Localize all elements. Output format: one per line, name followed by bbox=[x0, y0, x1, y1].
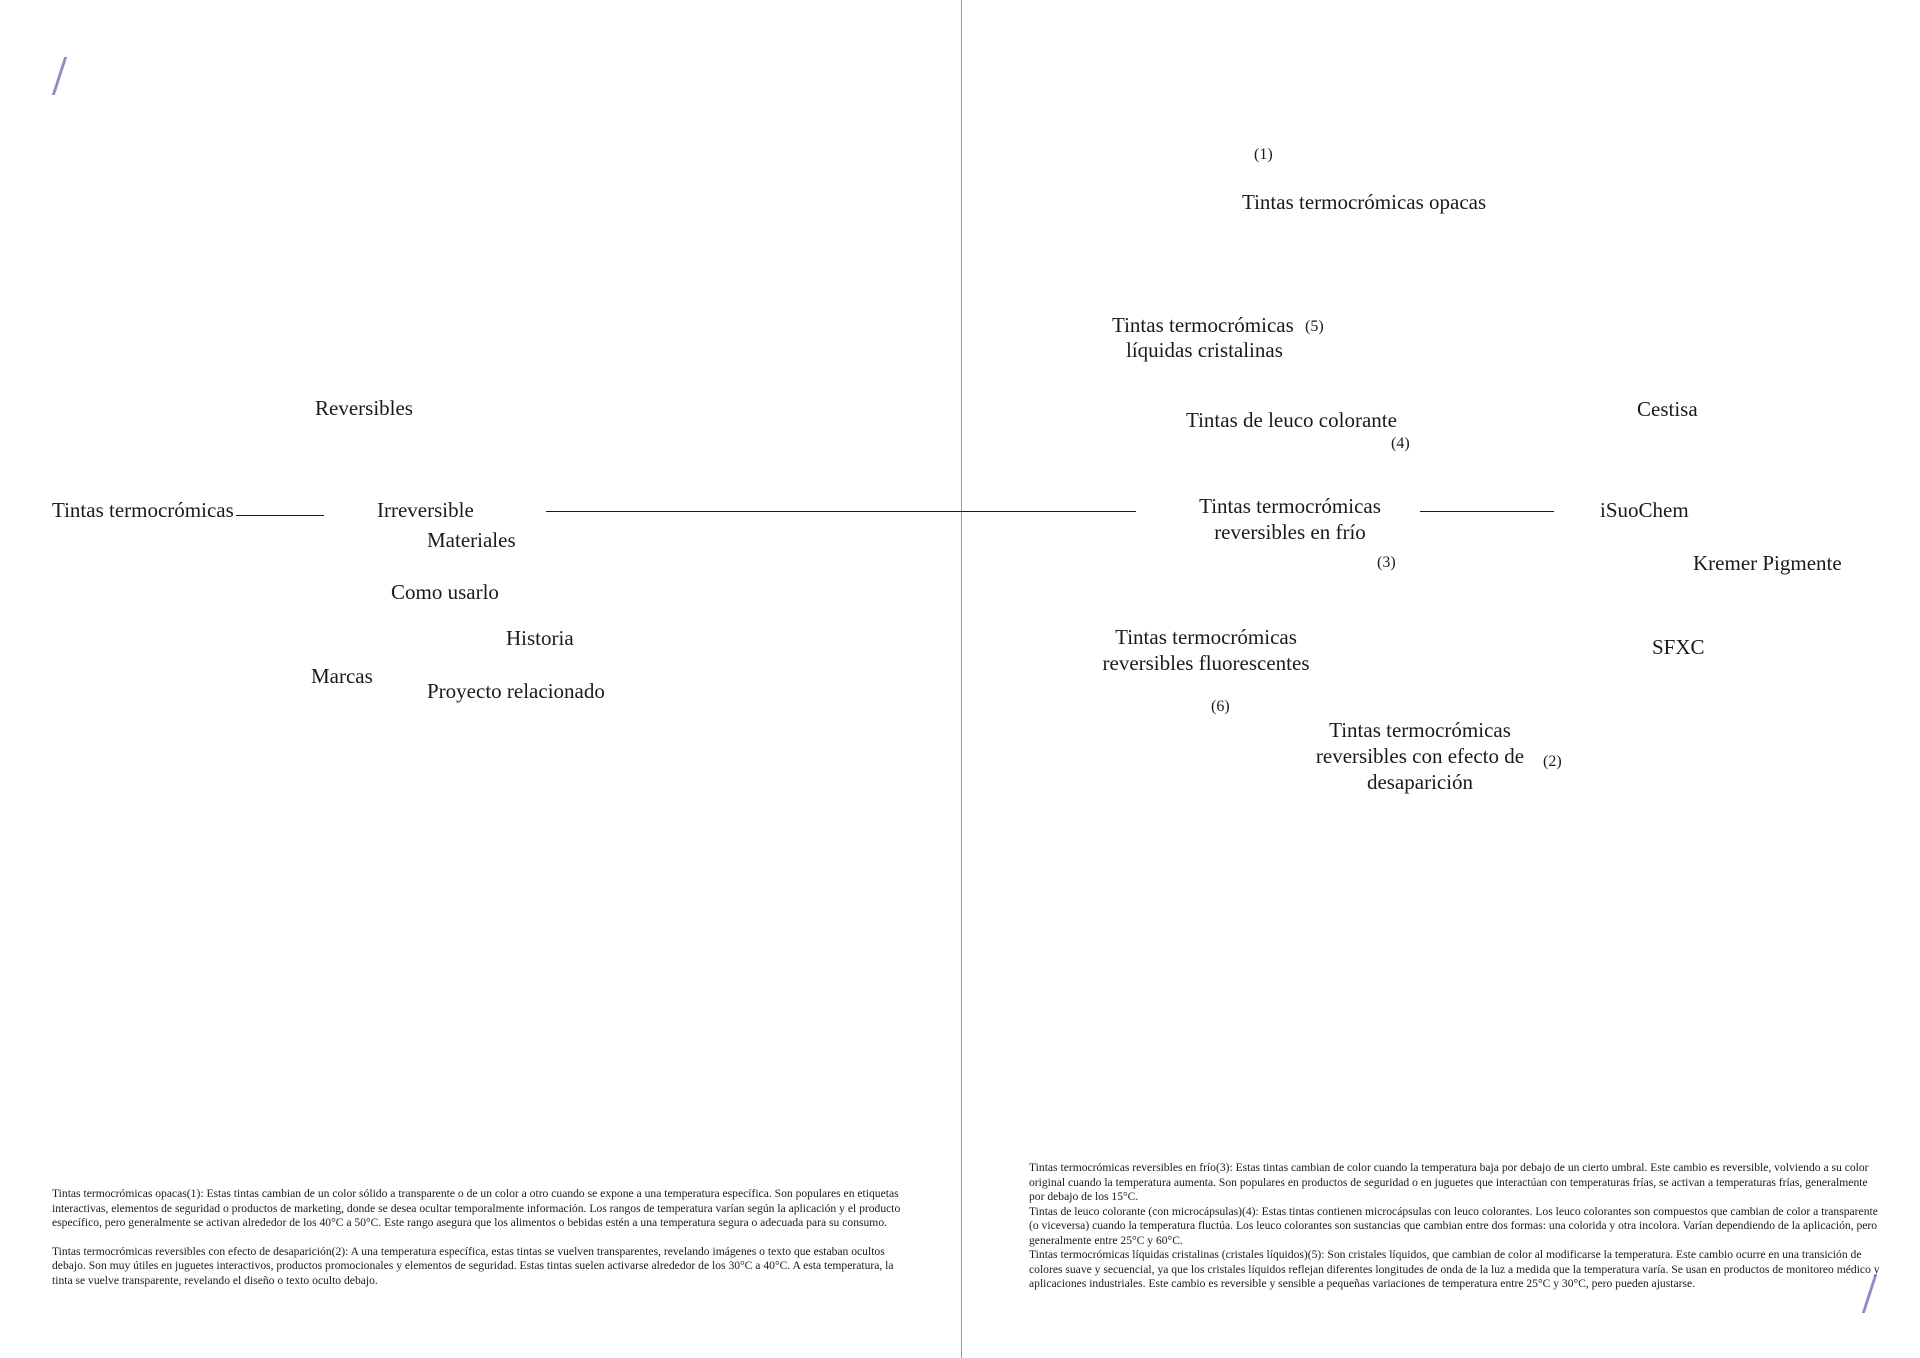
footnotes-right bbox=[1029, 1161, 1881, 1292]
node-materiales: Materiales bbox=[427, 528, 516, 552]
footnote-2: Tintas termocrómicas reversibles con efecto de desaparición(2): A una temperatura específica, estas tintas se vuelven transparentes, revelando imágenes o texto que estaban ocultos debajo. Son muy útiles en juguetes interactivos, productos promocionales y elementos de seguridad. Estas tintas suelen activarse alrededor de los 30°C a 40°C. A esta temperatura, la tinta se vuelve transparente, revelando el diseño o texto oculto debajo. bbox=[52, 1244, 894, 1287]
node-proyecto-relacionado: Proyecto relacionado bbox=[427, 679, 605, 703]
connector-brands bbox=[1420, 511, 1554, 512]
type-frio-line1: Tintas termocrómicas bbox=[1199, 494, 1381, 518]
type-desaparicion bbox=[1304, 717, 1536, 795]
type-liquidas-line2: líquidas cristalinas bbox=[1126, 338, 1283, 362]
footnote-4: Tintas de leuco colorante (con microcápsulas)(4): Estas tintas contienen microcápsulas con leuco colorantes. Los leuco colorantes son compuestos que cambian de color a transparente (o viceversa) cuando la temperatura fluctúa. Los leuco colorantes son sustancias que cambian entre dos formas: una colorida y otra incolora. Varían dependiendo de la aplicación, pero generalmente entre 25°C y 60°C. bbox=[1029, 1204, 1878, 1247]
brand-sfxc: SFXC bbox=[1652, 635, 1705, 659]
node-marcas: Marcas bbox=[311, 664, 373, 688]
type-desaparicion-line2: reversibles con efecto de bbox=[1315, 744, 1525, 768]
ref-number-3: (3) bbox=[1377, 554, 1396, 571]
type-desaparicion-line1: Tintas termocrómicas bbox=[1329, 718, 1511, 742]
type-desaparicion-line3: desaparición bbox=[1366, 770, 1474, 794]
type-fluorescentes-line1: Tintas termocrómicas bbox=[1115, 625, 1297, 649]
type-frio-line2: reversibles en frío bbox=[1214, 520, 1366, 544]
brand-isuochem: iSuoChem bbox=[1600, 498, 1689, 522]
type-leuco: Tintas de leuco colorante bbox=[1186, 408, 1397, 432]
footnote-3: Tintas termocrómicas reversibles en frío(3): Estas tintas cambian de color cuando la temperatura baja por debajo de un cierto umbral. Este cambio es reversible, volviendo a su color original cuando la temperatura aumenta. Son populares en productos de seguridad o en juguetes que interactúan con temperaturas frías, se activan a temperaturas frías, generalmente por debajo de los 15°C. bbox=[1029, 1161, 1869, 1203]
node-historia: Historia bbox=[506, 626, 574, 650]
footnote-5: Tintas termocrómicas líquidas cristalinas (cristales líquidos)(5): Son cristales líquidos, que cambian de color al modificarse la temperatura. Este cambio ocurre en una transición de colores suave y secuencial, ya que los cristales líquidos reflejan diferentes longitudes de onda de la luz a medida que la temperatura varía. Se usan en productos de monitoreo médico y aplicaciones industriales. Este cambio es reversible y sensible a pequeñas variaciones de temperatura entre 25°C y 30°C, pero pueden ajustarse. bbox=[1029, 1248, 1880, 1290]
type-liquidas-line1: Tintas termocrómicas bbox=[1112, 313, 1294, 337]
node-irreversible: Irreversible bbox=[377, 498, 474, 522]
slash-mark-top-left bbox=[52, 57, 67, 95]
type-fluorescentes-line2: reversibles fluorescentes bbox=[1102, 651, 1310, 675]
type-opacas: Tintas termocrómicas opacas bbox=[1242, 190, 1487, 214]
brand-cestisa: Cestisa bbox=[1637, 397, 1698, 421]
ref-number-5: (5) bbox=[1305, 318, 1324, 335]
ref-number-1: (1) bbox=[1254, 146, 1273, 163]
footnote-1: Tintas termocrómicas opacas(1): Estas tintas cambian de un color sólido a transparente o de un color a otro cuando se expone a una temperatura específica. Son populares en etiquetas interactivas, elementos de seguridad o productos de marketing, donde se desea ocultar temporalmente información. Los rangos de temperatura varían según la aplicación y el producto específico, pero generalmente se activan alrededor de los 40°C a 50°C. Este rango asegura que los alimentos o bebidas estén a una temperatura segura o adecuada para su consumo. bbox=[52, 1187, 901, 1229]
node-como-usarlo: Como usarlo bbox=[391, 580, 499, 604]
ref-number-4: (4) bbox=[1391, 435, 1410, 452]
connector-main bbox=[546, 511, 1136, 512]
ref-number-2: (2) bbox=[1543, 753, 1562, 770]
type-fluorescentes bbox=[1094, 624, 1318, 676]
footnotes-left bbox=[52, 1187, 908, 1288]
ref-number-6: (6) bbox=[1211, 698, 1230, 715]
page-divider bbox=[961, 0, 962, 1358]
type-frio bbox=[1160, 493, 1420, 545]
root-node: Tintas termocrómicas bbox=[52, 498, 234, 522]
brand-kremer: Kremer Pigmente bbox=[1693, 551, 1842, 575]
node-reversibles: Reversibles bbox=[315, 396, 413, 420]
connector-root bbox=[236, 515, 324, 516]
